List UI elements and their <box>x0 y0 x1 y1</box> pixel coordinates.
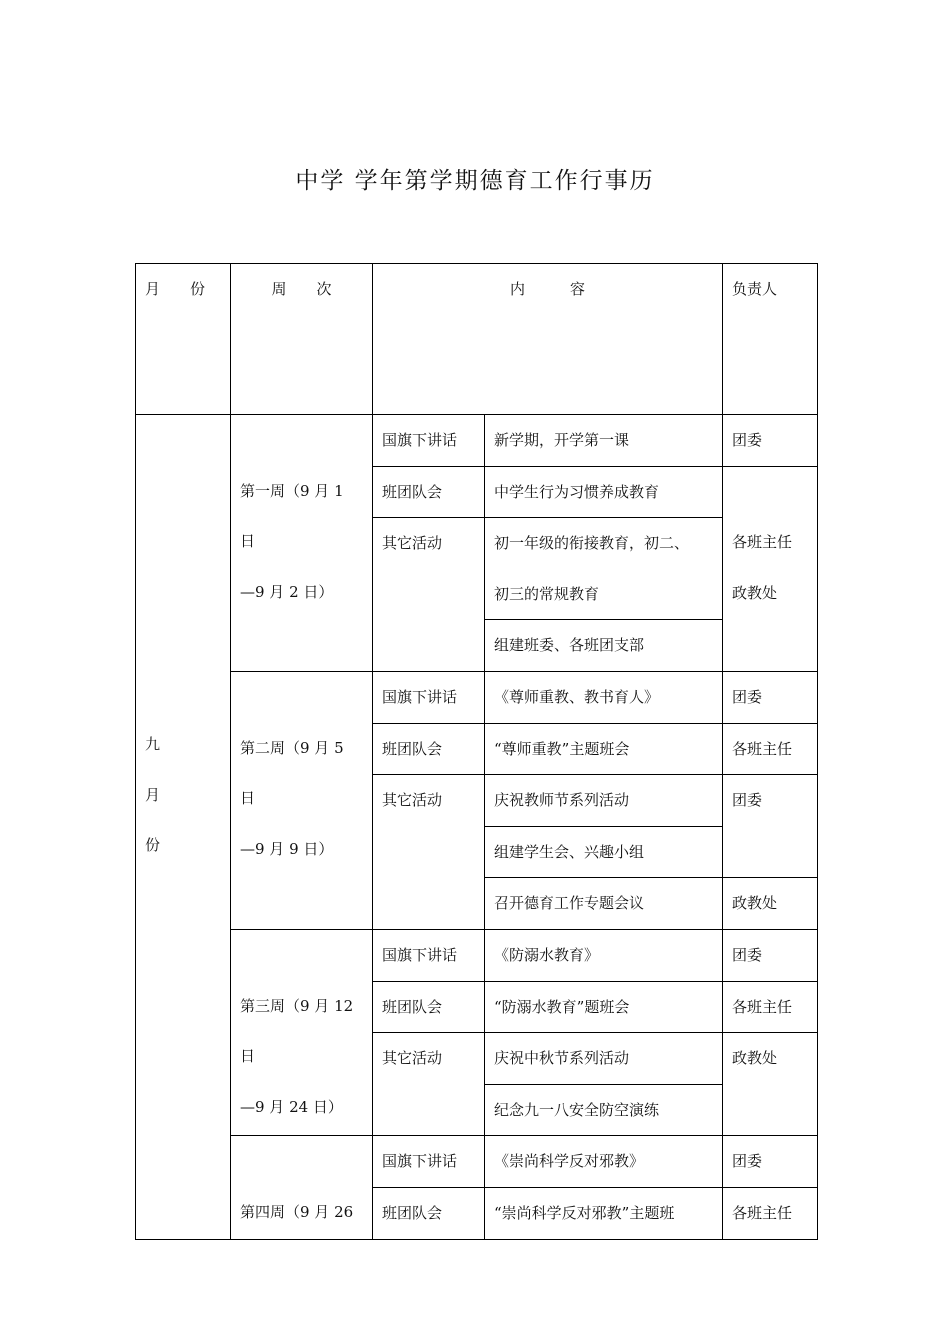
header-row <box>136 264 818 415</box>
content-cell: 庆祝中秋节系列活动 <box>485 1033 723 1085</box>
content-cell: “崇尚科学反对邪教”主题班 <box>485 1187 723 1239</box>
category-cell: 国旗下讲话 <box>373 415 485 467</box>
week-cell: 第二周（9 月 5 日 —9 月 9 日） <box>231 671 373 929</box>
content-cell: 纪念九一八安全防空演练 <box>485 1084 723 1136</box>
month-char-3: 份 <box>145 836 161 855</box>
content-cell: 庆祝教师节系列活动 <box>485 775 723 827</box>
category-cell: 班团队会 <box>373 466 485 518</box>
table-row <box>136 671 818 723</box>
table-row <box>136 929 818 981</box>
content-cell: 组建班委、各班团支部 <box>485 620 723 672</box>
calendar-table <box>135 263 818 1240</box>
page-title: 中学 学年第学期德育工作行事历 <box>295 168 655 194</box>
person-cell: 团委 <box>723 929 818 981</box>
person-cell: 各班主任 <box>723 1187 818 1239</box>
category-cell: 国旗下讲话 <box>373 929 485 981</box>
person-cell: 团委 <box>723 775 818 878</box>
category-cell: 其它活动 <box>373 518 485 672</box>
content-cell: 《尊师重教、教书育人》 <box>485 671 723 723</box>
header-month: 月 份 <box>136 264 231 415</box>
person-cell: 各班主任 <box>723 981 818 1033</box>
content-cell: “尊师重教”主题班会 <box>485 723 723 775</box>
week-cell: 第三周（9 月 12 日 —9 月 24 日） <box>231 929 373 1135</box>
person-cell: 政教处 <box>723 1033 818 1136</box>
content-cell: 组建学生会、兴趣小组 <box>485 826 723 878</box>
category-cell: 其它活动 <box>373 775 485 930</box>
content-cell: 初一年级的衔接教育，初二、 初三的常规教育 <box>485 518 723 620</box>
content-cell: “防溺水教育”题班会 <box>485 981 723 1033</box>
week-cell: 第一周（9 月 1 日 —9 月 2 日） <box>231 415 373 672</box>
category-cell: 班团队会 <box>373 723 485 775</box>
content-cell: 新学期，开学第一课 <box>485 415 723 467</box>
table-row <box>136 415 818 467</box>
header-content: 内 容 <box>373 264 723 415</box>
person-cell: 团委 <box>723 415 818 467</box>
category-cell: 国旗下讲话 <box>373 671 485 723</box>
person-cell: 各班主任 政教处 <box>723 466 818 671</box>
content-cell: 召开德育工作专题会议 <box>485 878 723 930</box>
category-cell: 班团队会 <box>373 1187 485 1239</box>
month-char-2: 月 <box>145 785 161 804</box>
person-cell: 团委 <box>723 1136 818 1188</box>
header-week: 周 次 <box>231 264 373 415</box>
header-person: 负责人 <box>723 264 818 415</box>
person-cell: 政教处 <box>723 878 818 930</box>
content-cell: 中学生行为习惯养成教育 <box>485 466 723 518</box>
person-cell: 团委 <box>723 671 818 723</box>
category-cell: 国旗下讲话 <box>373 1136 485 1188</box>
content-cell: 《防溺水教育》 <box>485 929 723 981</box>
month-cell <box>136 415 231 1240</box>
category-cell: 其它活动 <box>373 1033 485 1136</box>
content-cell: 《崇尚科学反对邪教》 <box>485 1136 723 1188</box>
table-row <box>136 1136 818 1188</box>
category-cell: 班团队会 <box>373 981 485 1033</box>
person-cell: 各班主任 <box>723 723 818 775</box>
month-char-1: 九 <box>145 735 161 753</box>
week-cell: 第四周（9 月 26 <box>231 1136 373 1239</box>
